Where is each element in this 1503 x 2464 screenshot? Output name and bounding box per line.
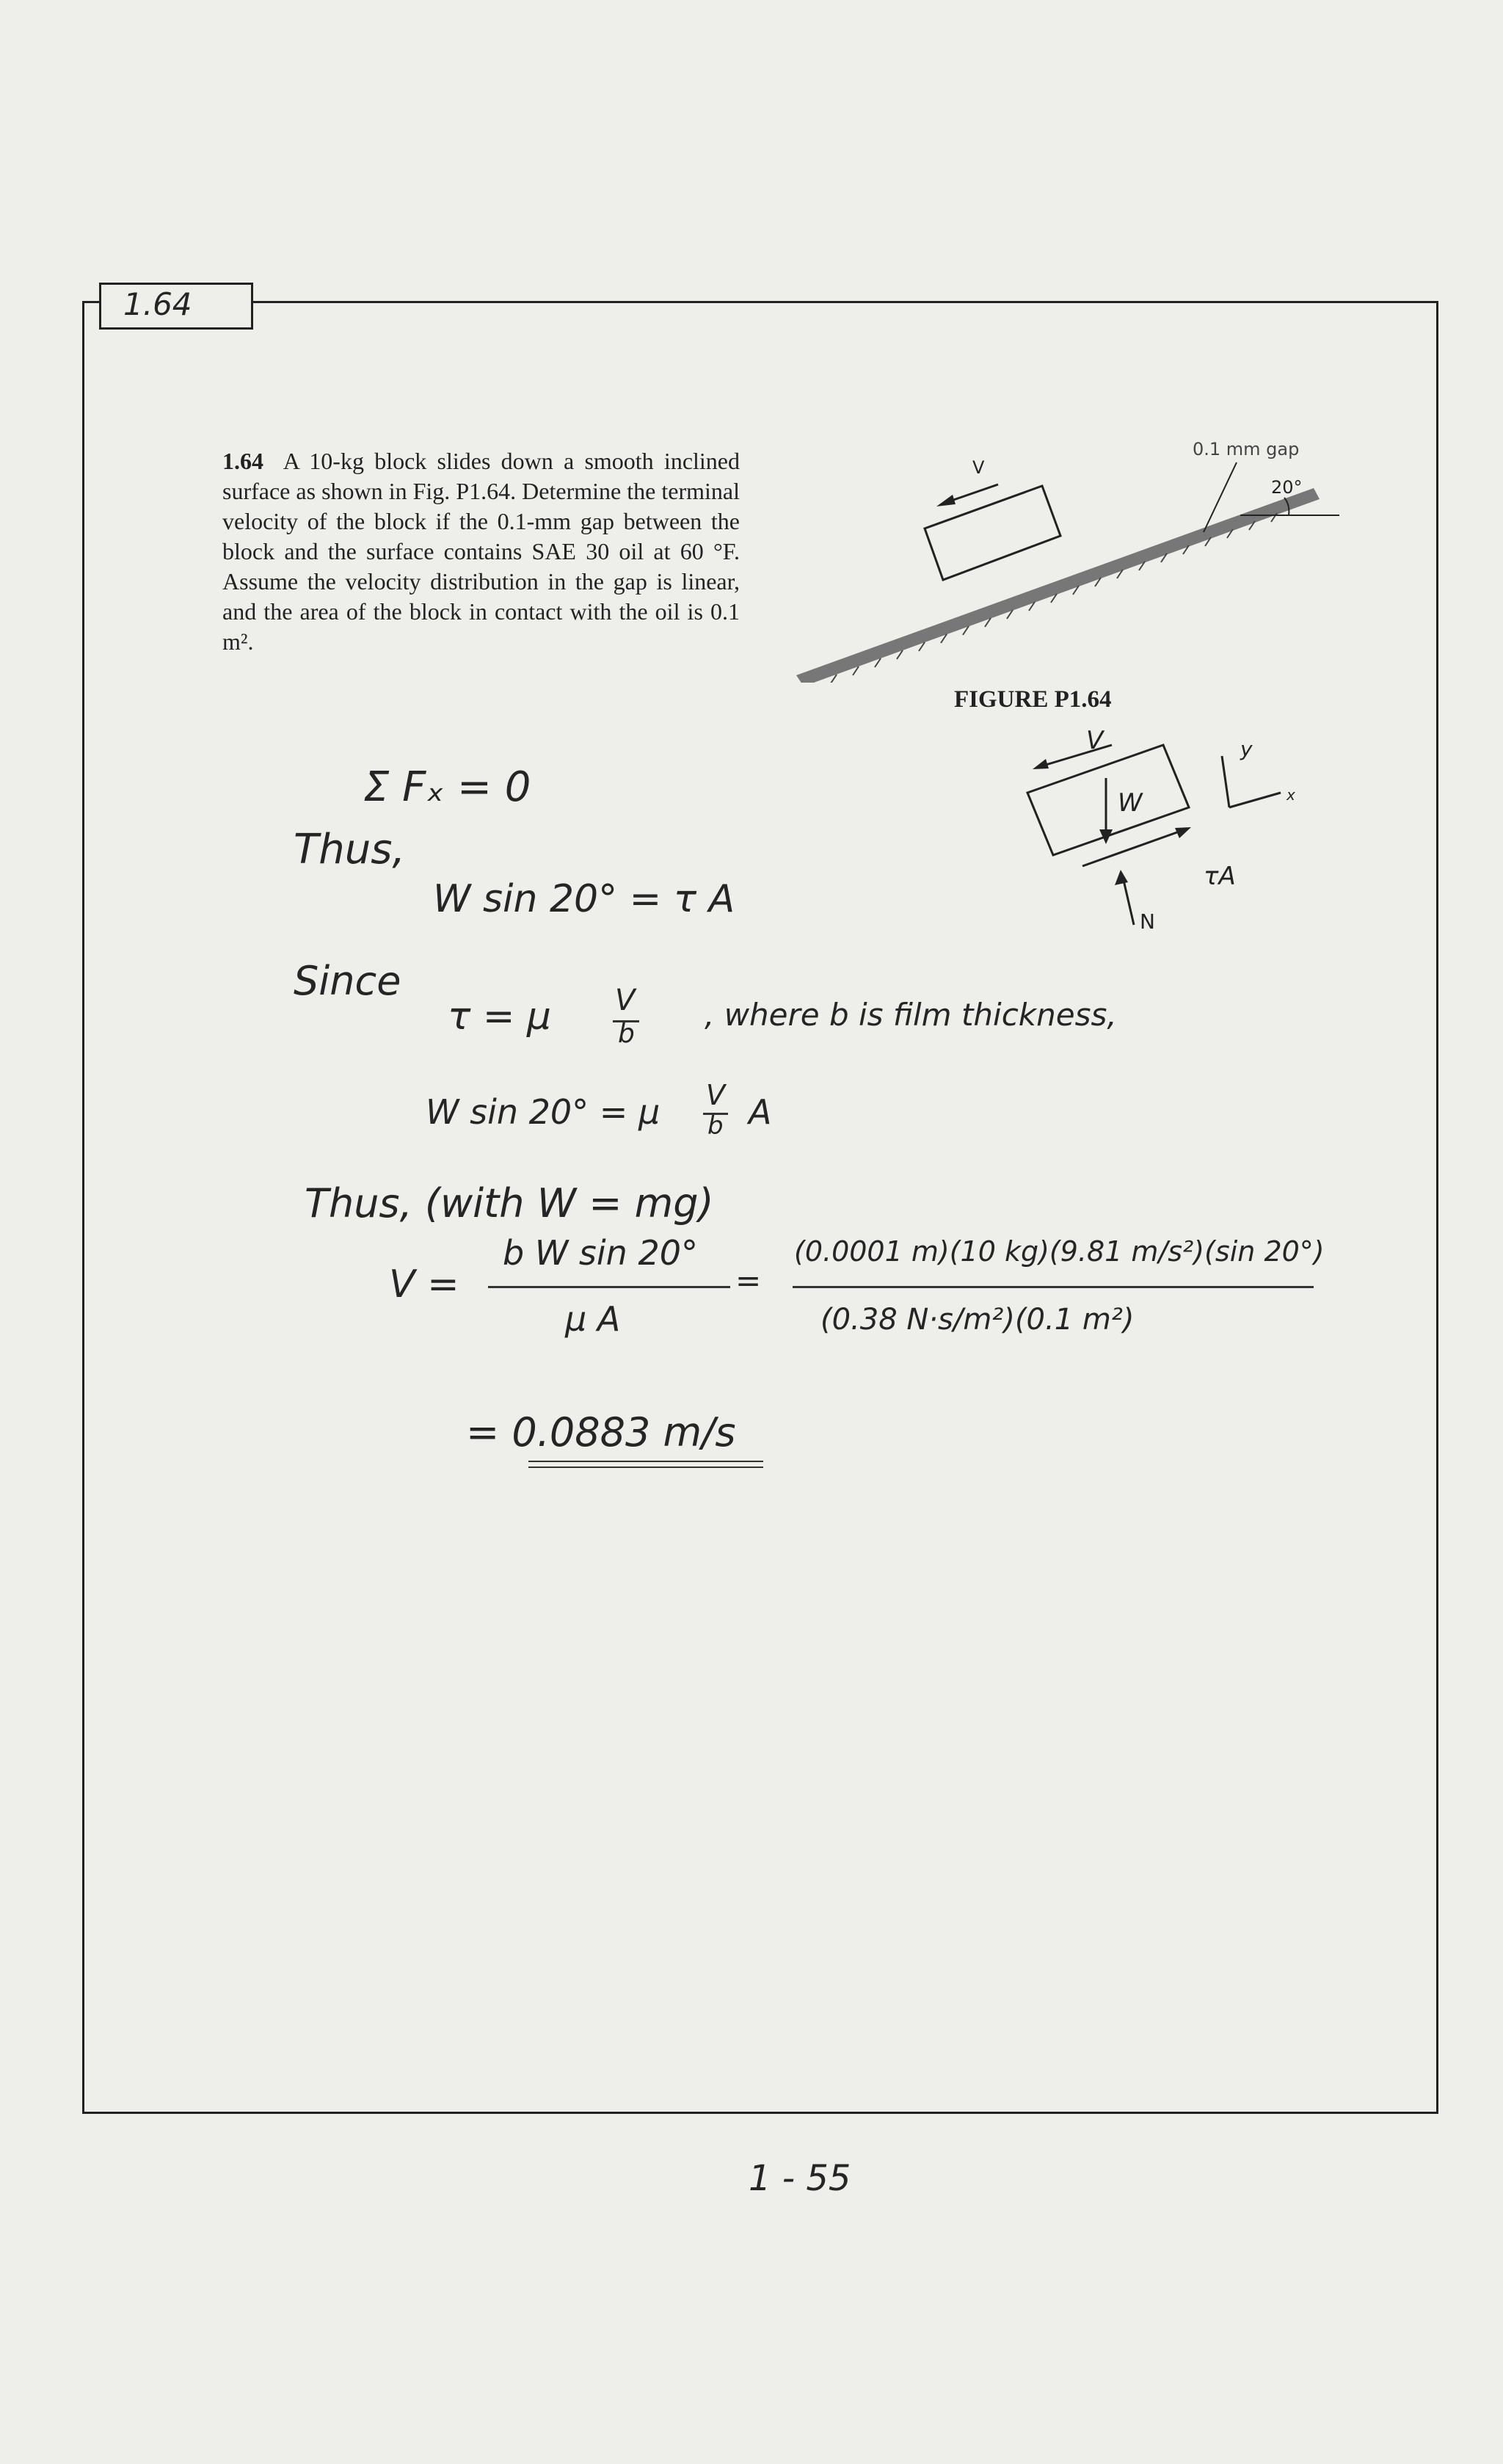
fbd-n-label: N (1140, 909, 1155, 934)
fraction1-numerator: b W sin 20° (503, 1233, 698, 1273)
film-thickness-note: , where b is film thickness, (705, 997, 1117, 1033)
block (925, 486, 1060, 580)
fbd-shear-arrow (1082, 829, 1185, 866)
result-underline-2 (528, 1467, 763, 1468)
fraction2-denominator: (0.38 N·s/m²)(0.1 m²) (820, 1303, 1135, 1337)
angle-label: 20° (1271, 477, 1303, 498)
fraction1-bar (488, 1286, 730, 1288)
result-underline-1 (528, 1461, 763, 1462)
thus-label-1: Thus, (294, 826, 406, 873)
fbd-normal-arrow (1123, 877, 1134, 925)
problem-tab (99, 283, 253, 330)
equation-shear-den: b (618, 1019, 635, 1049)
since-label: Since (294, 958, 401, 1004)
problem-text: A 10-kg block slides down a smooth inclined surface as shown in Fig. P1.64. Determine the terminal velocity of the block if the 0.1-mm gap between the block and the surface contains SAE 30 oil at 60 °F. Assume the velocity distribution in the gap is linear, and the area of the block in contact with the oil is 0.1 m². (222, 448, 740, 655)
page-number: 1 - 55 (749, 2158, 851, 2199)
equals-sign: = (735, 1262, 762, 1298)
equation-combined-num: V (706, 1079, 725, 1111)
thus-label-2: Thus, (with W = mg) (305, 1180, 714, 1226)
velocity-label: V (972, 457, 985, 478)
equation-shear-num: V (615, 984, 636, 1017)
equation-weight-balance: W sin 20° = τ A (433, 877, 735, 921)
equation-sum-forces: Σ Fₓ = 0 (363, 763, 531, 811)
fbd-tau-label: τA (1204, 862, 1236, 891)
fbd-normal-arrowhead (1115, 870, 1128, 885)
figure-caption: FIGURE P1.64 (954, 686, 1112, 713)
fbd-y-label: y (1240, 737, 1253, 761)
velocity-arrowhead (936, 495, 956, 506)
gap-label: 0.1 mm gap (1193, 439, 1300, 459)
equation-shear-lhs: τ = μ (448, 995, 552, 1039)
free-body-diagram (1024, 727, 1347, 947)
fraction2-numerator: (0.0001 m)(10 kg)(9.81 m/s²)(sin 20°) (794, 1235, 1325, 1268)
equation-combined-rhs: A (749, 1092, 772, 1132)
problem-statement (222, 446, 740, 657)
tab-label: 1.64 (123, 286, 192, 322)
fraction2-bar (793, 1286, 1314, 1288)
problem-number: 1.64 (222, 448, 263, 474)
fbd-weight-arrowhead (1099, 829, 1113, 844)
fraction1-denominator: μ A (565, 1299, 621, 1339)
fbd-x-label: x (1287, 786, 1295, 804)
equation-combined-den: b (707, 1111, 724, 1141)
fbd-x-axis (1229, 793, 1281, 807)
equation-combined-lhs: W sin 20° = μ (426, 1092, 660, 1132)
velocity-equation-lhs: V = (389, 1262, 459, 1306)
final-result: = 0.0883 m/s (466, 1409, 736, 1455)
fbd-w-label: W (1118, 788, 1143, 818)
fbd-v-label: V (1086, 727, 1104, 755)
incline-figure (785, 433, 1343, 683)
fbd-velocity-arrowhead (1033, 759, 1049, 769)
fbd-shear-arrowhead (1175, 827, 1191, 838)
incline-surface (796, 488, 1320, 683)
fbd-y-axis (1222, 756, 1229, 807)
